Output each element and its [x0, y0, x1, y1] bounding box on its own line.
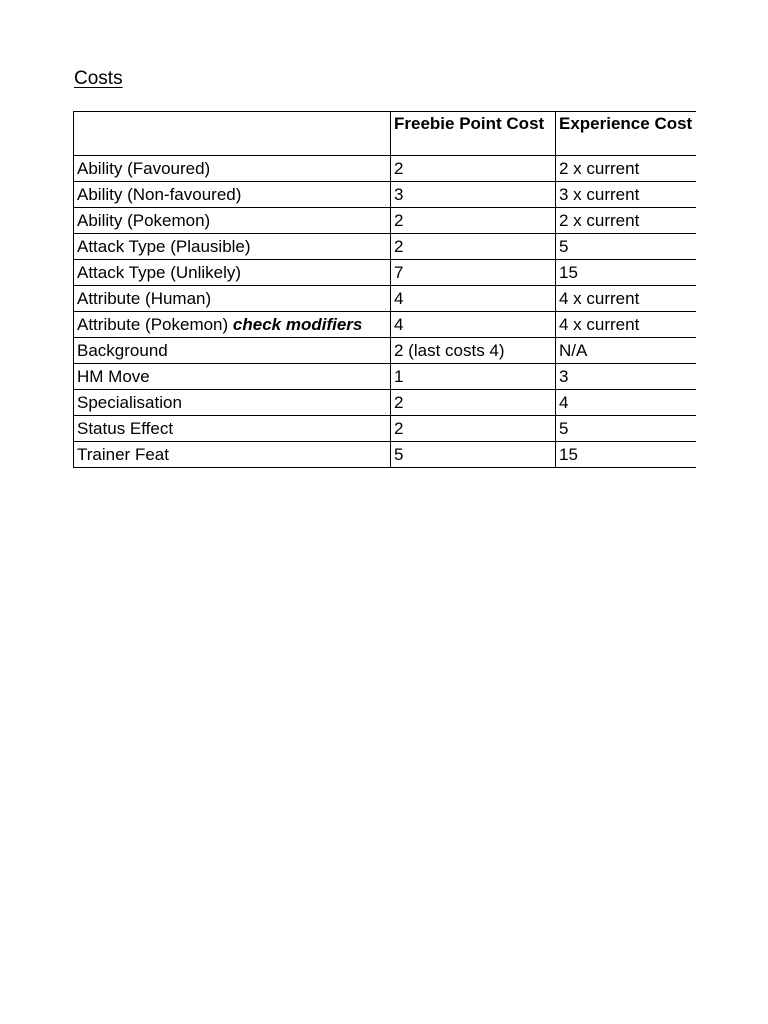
cell-freebie-point-cost: 3: [391, 182, 556, 208]
cell-experience-cost: 15: [556, 260, 697, 286]
table-row: [74, 416, 697, 442]
cell-experience-cost: 5: [556, 234, 697, 260]
cell-item: [74, 442, 391, 468]
cell-freebie-point-cost: 1: [391, 364, 556, 390]
table-row: [74, 338, 697, 364]
cost-table-container: [73, 111, 696, 473]
item-label: Attribute (Pokemon): [77, 315, 229, 334]
cell-experience-cost: 2 x current: [556, 208, 697, 234]
cell-experience-cost: 15: [556, 442, 697, 468]
item-label: Attack Type (Unlikely): [77, 263, 242, 282]
cell-item: [74, 416, 391, 442]
item-label: Background: [77, 341, 168, 360]
cell-experience-cost: 5: [556, 416, 697, 442]
cell-item: [74, 312, 391, 338]
cell-item: [74, 364, 391, 390]
item-label: Ability (Pokemon): [77, 211, 211, 230]
table-header-row: [74, 112, 697, 156]
table-row: [74, 364, 697, 390]
cell-freebie-point-cost: 5: [391, 442, 556, 468]
cell-item: [74, 338, 391, 364]
table-row: [74, 442, 697, 468]
cell-experience-cost: 2 x current: [556, 156, 697, 182]
cell-experience-cost: 3 x current: [556, 182, 697, 208]
cell-freebie-point-cost: 2: [391, 390, 556, 416]
item-note: check modifiers: [232, 315, 363, 334]
table-row: [74, 156, 697, 182]
item-label: Ability (Non-favoured): [77, 185, 242, 204]
page-title: Costs: [74, 68, 123, 89]
cell-freebie-point-cost: 2 (last costs 4): [391, 338, 556, 364]
header-experience-cost: Experience Cost: [556, 112, 697, 156]
cell-item: [74, 182, 391, 208]
item-label: Trainer Feat: [77, 445, 169, 464]
item-label: Status Effect: [77, 419, 174, 438]
table-row: [74, 312, 697, 338]
item-label: HM Move: [77, 367, 150, 386]
cell-freebie-point-cost: 2: [391, 416, 556, 442]
cost-table: [73, 111, 696, 468]
cell-experience-cost: 4 x current: [556, 312, 697, 338]
item-label: Ability (Favoured): [77, 159, 211, 178]
table-row: [74, 286, 697, 312]
cell-item: [74, 286, 391, 312]
cell-experience-cost: N/A: [556, 338, 697, 364]
table-body: [74, 156, 697, 468]
cell-item: [74, 234, 391, 260]
cell-item: [74, 260, 391, 286]
cell-freebie-point-cost: 2: [391, 234, 556, 260]
cell-freebie-point-cost: 4: [391, 312, 556, 338]
cell-experience-cost: 3: [556, 364, 697, 390]
cell-freebie-point-cost: 2: [391, 208, 556, 234]
item-label: Attribute (Human): [77, 289, 212, 308]
cell-item: [74, 208, 391, 234]
cell-experience-cost: 4 x current: [556, 286, 697, 312]
cell-experience-cost: 4: [556, 390, 697, 416]
cell-item: [74, 156, 391, 182]
table-row: [74, 260, 697, 286]
table-row: [74, 234, 697, 260]
cell-freebie-point-cost: 4: [391, 286, 556, 312]
item-label: Specialisation: [77, 393, 182, 412]
cell-item: [74, 390, 391, 416]
cell-freebie-point-cost: 2: [391, 156, 556, 182]
header-freebie-point-cost: Freebie Point Cost: [391, 112, 556, 156]
table-row: [74, 182, 697, 208]
cell-freebie-point-cost: 7: [391, 260, 556, 286]
table-row: [74, 208, 697, 234]
table-row: [74, 390, 697, 416]
item-label: Attack Type (Plausible): [77, 237, 251, 256]
header-item: [74, 112, 391, 156]
